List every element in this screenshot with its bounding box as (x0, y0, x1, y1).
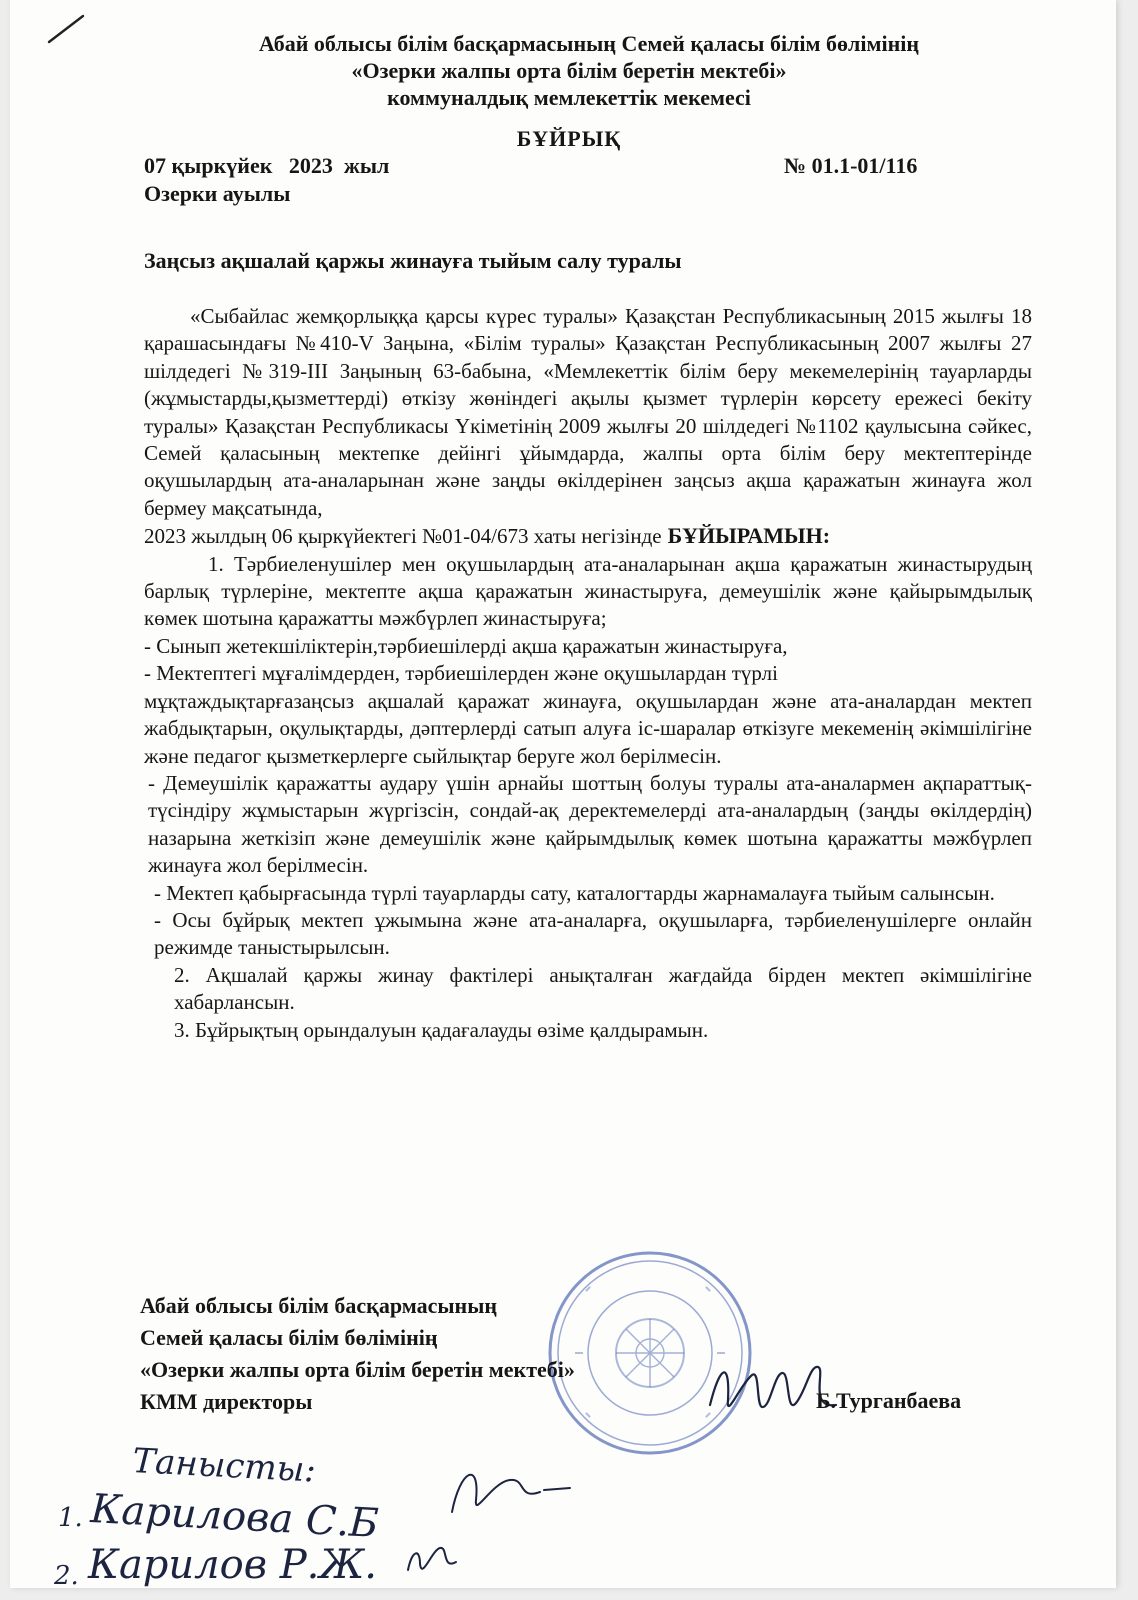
order-word: БҰЙЫРАМЫН: (667, 523, 831, 549)
order-body (144, 303, 1032, 1044)
dash-item-2-start: - Мектептегі мұғалімдерден, тәрбиешілерден және оқушылардан түрлі (144, 661, 778, 686)
handwritten-acknowledgement (40, 1430, 640, 1590)
item-2: 2. Ақшалай қаржы жинау фактілері анықталған жағдайда бірден мектеп әкімшілігіне хабарлансын. (174, 962, 1032, 1015)
hand-heading: Танысты: (131, 1441, 317, 1491)
signature-line-2: Семей қаласы білім бөлімінің (140, 1325, 438, 1350)
dash-item-3: - Демеушілік қаражатты аудару үшін арнайы шоттың болуы туралы ата-аналармен ақпараттық-түсіндіру жұмыстарын жүргізсін, сондай-ақ деректемелерді ата-аналардың (заңды өкілдердің) назарына жеткізіп және демеушілік және қайрымдылық көмек шотына қаражатты мәжбүрлеп жинауға жол берілмесін. (148, 770, 1032, 878)
intro-paragraph: «Сыбайлас жемқорлыққа қарсы күрес туралы» Қазақстан Республикасының 2015 жылғы 18 қарашасындағы №410-V Заңына, «Білім туралы» Қазақстан Республикасының 2007 жылғы 27 шілдедегі №319-III Заңының 63-бабына, «Мемлекеттік білім беру мекемелерінің тауарларды (жұмыстарды,қызметтерді) өткізу жөніндегі ақылы қызмет түрлерін көрсету ережесі бекіту туралы» Қазақстан Республикасы Үкіметінің 2009 жылғы 20 шілдедегі №1102 қаулысына сәйкес, Семей қаласының мектепке дейінгі ұйымдарда, жалпы орта білім беру мектептерінде оқушылардың ата-аналарынан және заңды өкілдерінен заңсыз ақша қаражатын жинауға жол бермеу мақсатында, (144, 304, 1032, 520)
item-1: 1. Тәрбиеленушілер мен оқушылардың ата-аналарынан ақша қаражатын жинастырудың барлық түрлеріне, мектепте ақша қаражатын жинастыруға, демеушілік және қайырымдылық көмек шотына қаражатты мәжбүрлеп жинастыруға; (144, 551, 1032, 631)
hand-num-2: 2. (54, 1561, 79, 1590)
hand-name-2: Карилов Р.Ж. (88, 1542, 378, 1588)
order-number: № 01.1-01/116 (784, 153, 918, 178)
basis-text: 2023 жылдың 06 қыркүйектегі №01-04/673 хаты негізінде (144, 524, 662, 549)
document-title: БҰЙРЫҚ (516, 126, 622, 151)
dash-item-5: - Осы бұйрық мектеп ұжымына және ата-аналарға, оқушыларға, тәрбиеленушілерге онлайн режимде таныстырылсын. (154, 907, 1032, 960)
header-line-1: Абай облысы білім басқармасының Семей қаласы білім бөлімінің (258, 31, 920, 56)
hand-name-1: Карилова С.Б (89, 1486, 380, 1548)
basis-line (144, 522, 1032, 550)
signature-line-3: «Озерки жалпы орта білім беретін мектебі» (140, 1357, 575, 1382)
dash-item-1: - Сынып жетекшіліктерін,тәрбиешілерді ақша қаражатын жинастыруға, (144, 633, 788, 658)
hand-num-1: 1. (58, 1503, 83, 1533)
director-name: Б.Турганбаева (816, 1388, 962, 1413)
signature-block (140, 1290, 575, 1418)
signature-line-1: Абай облысы білім басқармасының (140, 1293, 498, 1318)
header-line-2: «Озерки жалпы орта білім беретін мектебі» (351, 58, 787, 83)
header-line-3: коммуналдық мемлекеттік мекемесі (387, 85, 751, 110)
order-subject: Заңсыз ақшалай қаржы жинауға тыйым салу туралы (144, 248, 682, 273)
item-3: 3. Бұйрықтың орындалуын қадағалауды өзіме қалдырамын. (174, 1017, 709, 1042)
order-place: Озерки ауылы (144, 181, 291, 206)
signature-line-4: КММ директоры (140, 1389, 313, 1414)
dash-item-2-cont: мұқтаждықтарғазаңсыз ақшалай қаражат жинауға, оқушылардан және ата-аналардан мектеп жабдықтарын, оқулықтарды, дәптерлерді сатып алуға іс-шаралар өткізуге мекеменің әкімшілігіне және педагог қызметкерлерге сыйлықтар беруге жол берілмесін. (144, 688, 1032, 768)
dash-item-4: - Мектеп қабырғасында түрлі тауарларды сату, каталогтарды жарнамалауға тыйым салынсын. (154, 880, 995, 905)
order-date: 07 қыркүйек 2023 жыл (144, 153, 390, 178)
document-header (0, 30, 1138, 111)
